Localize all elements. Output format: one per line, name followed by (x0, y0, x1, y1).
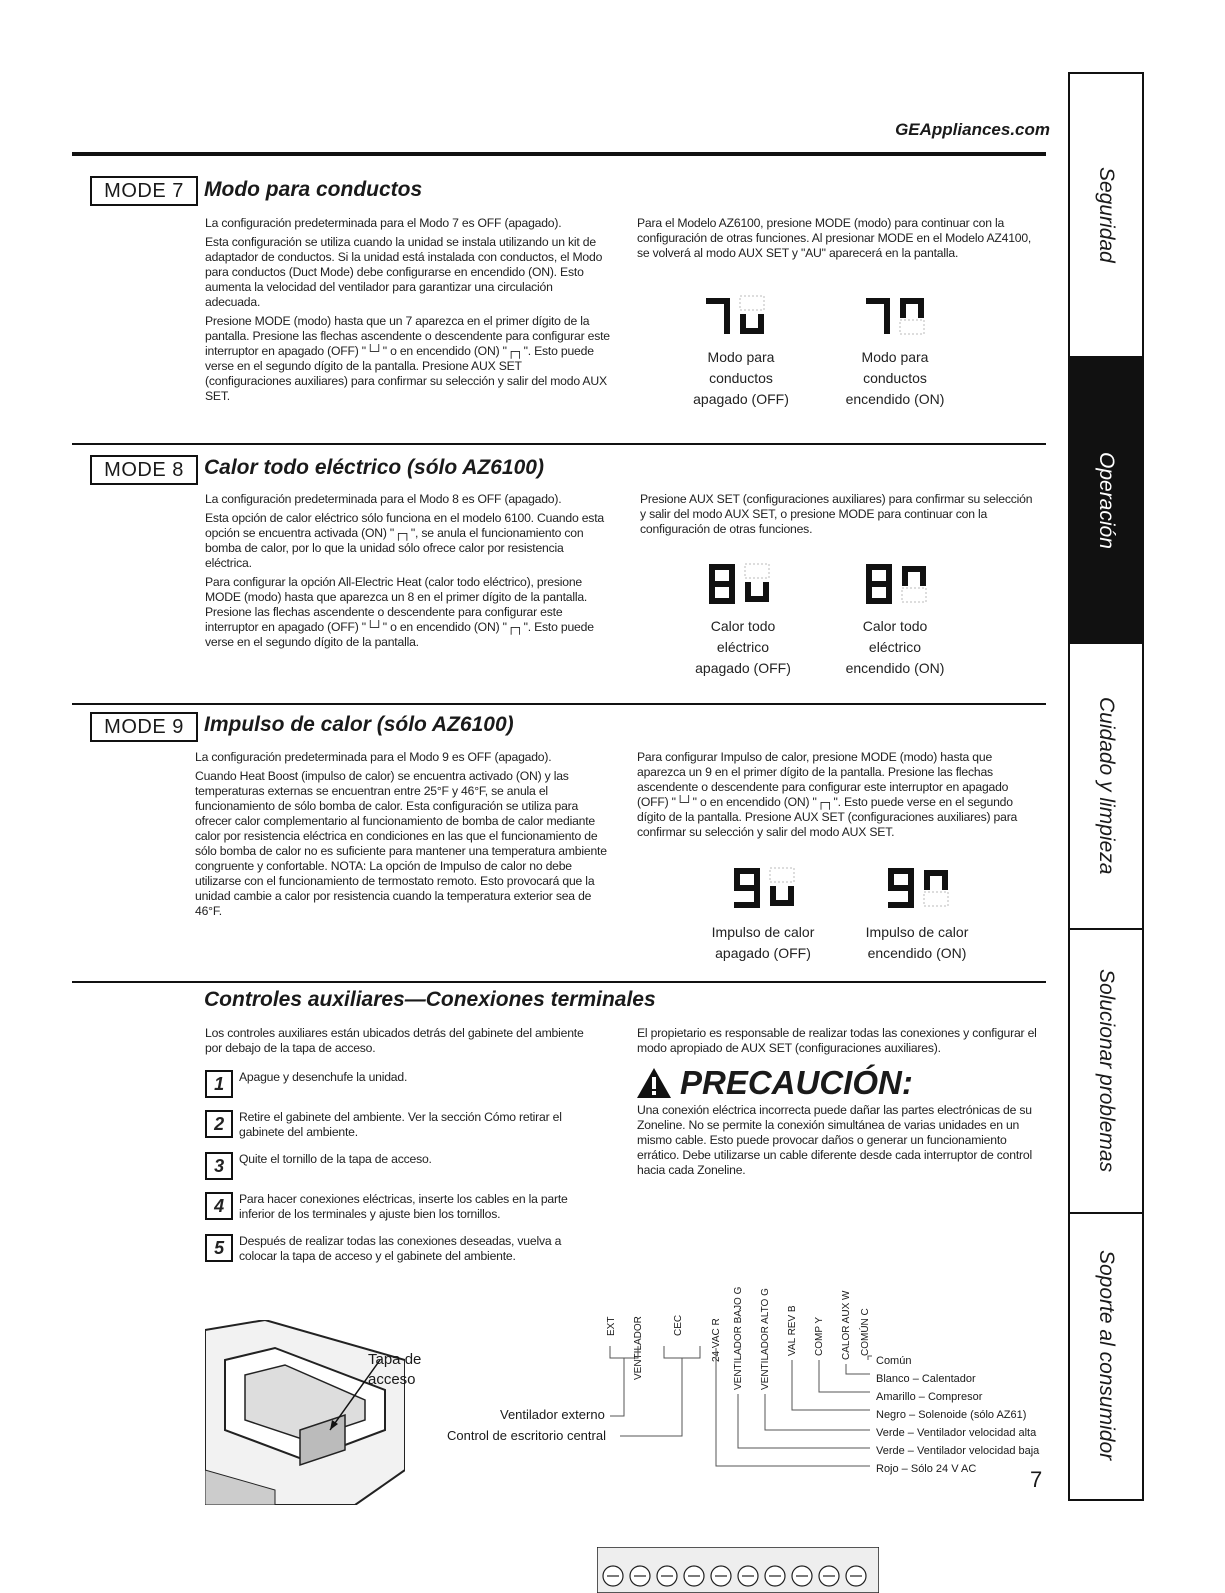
caption-line: conductos (863, 370, 927, 386)
caption-line: Calor todo (862, 618, 928, 634)
access-cover-illustration (205, 1320, 405, 1505)
mode-7-title: Modo para conductos (204, 178, 423, 201)
caption-line: apagado (OFF) (715, 945, 811, 961)
paragraph: Presione MODE (modo) hasta que un 7 aparezca en el primer dígito de la pantalla. Presione las flechas ascendente o descendente para configurar este interruptor en apagado (OFF) "└┘" o en encendido (ON) "┌┐". Esto puede verse en el segundo dígito de la pantalla. Presione AUX SET (configuraciones auxiliares) para confirmar su selección y salir del modo AUX SET. (205, 314, 610, 403)
wire-legend-item: Negro – Solenoide (sólo AZ61) (876, 1409, 1027, 1421)
terminal-label: CEC (673, 1314, 684, 1336)
label-line: acceso (368, 1371, 416, 1388)
step-number: 1 (205, 1070, 233, 1098)
terminal-label: 24 VAC R (711, 1318, 722, 1362)
mode-9-left-text (195, 750, 615, 923)
step-3 (205, 1152, 595, 1180)
caption-electric-off (668, 616, 818, 679)
terminal-label: VENTILADOR (633, 1316, 644, 1380)
tab-label: Soporte al consumidor (1095, 1250, 1118, 1461)
aux-title: Controles auxiliares—Conexiones terminales (204, 988, 656, 1011)
tab-operacion[interactable] (1070, 358, 1142, 644)
section-rule (72, 981, 1046, 983)
step-1 (205, 1070, 595, 1098)
paragraph: Esta configuración se utiliza cuando la unidad se instala utilizando un kit de adaptador de conductos. Si la unidad está instalada con conductos, el Modo para conductos (Duct Mode) debe configurarse en encendido (ON). Esto aumenta la velocidad del ventilador para garantizar una circulación adecuada. (205, 235, 603, 309)
label-line: Tapa de (368, 1351, 422, 1368)
terminal-label: COMP Y (814, 1316, 825, 1356)
mode-7-tag: MODE 7 (90, 176, 198, 206)
display-9-off-icon (730, 862, 820, 914)
caption-boost-on (842, 922, 992, 964)
mode-9-right-text: Para configurar Impulso de calor, presione MODE (modo) hasta que aparezca un 9 en el primer dígito de la pantalla. Presione las flechas ascendente o descendente para configurar este interruptor en apagado (OFF) "└┘" o en encendido (ON) "┌┐". Esto puede verse en el segundo dígito de la pantalla. Presione AUX SET (configuraciones auxiliares) para confirmar su selección y salir del modo AUX SET. (637, 750, 1018, 839)
wire-legend-item: Amarillo – Compresor (876, 1391, 983, 1403)
caption-line: encendido (ON) (845, 660, 945, 676)
page-number: 7 (1030, 1467, 1043, 1492)
aux-steps (205, 1070, 595, 1276)
tab-label: Solucionar problemas (1095, 969, 1118, 1173)
mode-7-left-text (205, 216, 610, 408)
mode-8-right-text: Presione AUX SET (configuraciones auxiliares) para confirmar su selección y salir del modo AUX SET, o presione MODE para continuar con la configuración de otras funciones. (640, 492, 1033, 536)
tab-soporte[interactable] (1070, 1214, 1142, 1497)
caption-line: eléctrico (868, 639, 922, 655)
terminal-label: CALOR AUX W (841, 1290, 852, 1360)
paragraph: Para configurar la opción All-Electric Heat (calor todo eléctrico), presione MODE (modo) hasta que aparezca un 8 en el primer dígito de la pantalla. Presione las flechas ascendente o descendente para configurar este interruptor en apagado (OFF) "└┘" o en encendido (ON) "┌┐". Esto puede verse en el segundo dígito de la pantalla. (205, 575, 594, 649)
step-number: 2 (205, 1110, 233, 1138)
step-5 (205, 1234, 595, 1264)
wire-legend-item: Verde – Ventilador velocidad alta (876, 1427, 1037, 1439)
paragraph: Cuando Heat Boost (impulso de calor) se encuentra activado (ON) y las temperaturas externas se encuentran entre 25°F y 46°F, se anula el funcionamiento de sólo bomba de calor. Esta configuración se utiliza para ofrecer calor complementario al funcionamiento de bomba de calor mediante calor por resistencia eléctrica en condiciones en las que el funcionamiento de sólo bomba de calor no es suficiente para mantener una temperatura ambiente congruente y confortable. NOTA: La opción de Impulso de calor no debe utilizarse con el funcionamiento de termostato remoto. Esto provocará que la unidad cambie a calor por resistencia cuando la temperatura exterior sea de 46°F. (195, 769, 607, 918)
caption-line: Impulso de calor (711, 924, 815, 940)
wiring-leaders (600, 1286, 885, 1491)
terminal-label: VAL REV B (787, 1305, 798, 1356)
paragraph: La configuración predeterminada para el Modo 9 es OFF (apagado). (195, 750, 552, 764)
step-text: Retire el gabinete del ambiente. Ver la sección Cómo retirar el gabinete del ambiente. (239, 1110, 562, 1139)
tab-label: Cuidado y limpieza (1095, 697, 1118, 875)
caption-line: eléctrico (716, 639, 770, 655)
wire-legend-item: Común (876, 1355, 912, 1367)
display-7-on-icon (860, 290, 950, 342)
display-9-on-icon (884, 862, 974, 914)
tab-solucionar[interactable] (1070, 930, 1142, 1214)
step-number: 3 (205, 1152, 233, 1180)
terminal-label: COMÚN C (860, 1308, 871, 1356)
terminal-label: VENTILADOR BAJO G (733, 1286, 744, 1390)
tab-seguridad[interactable] (1070, 74, 1142, 358)
caption-line: Modo para (707, 349, 775, 365)
side-tabs (1068, 72, 1144, 1501)
terminal-label: VENTILADOR ALTO G (760, 1288, 771, 1390)
caption-duct-off (666, 347, 816, 410)
caution-text: Una conexión eléctrica incorrecta puede dañar las partes electrónicas de su Zoneline. No se permite la conexión simultánea de varias unidades en un mismo cable. Esto puede provocar daños o generar un funcionamiento errático. Debe utilizarse un cable diferente desde cada interruptor de control hacia cada Zoneline. (637, 1103, 1032, 1177)
caption-duct-on (820, 347, 970, 410)
mode-8-left-text (205, 492, 610, 654)
wire-legend (876, 1352, 1039, 1478)
aux-intro: Los controles auxiliares están ubicados detrás del gabinete del ambiente por debajo de la tapa de acceso. (205, 1026, 584, 1055)
wire-legend-item: Verde – Ventilador velocidad baja (876, 1445, 1040, 1457)
paragraph: La configuración predeterminada para el Modo 8 es OFF (apagado). (205, 492, 562, 506)
mode-8-tag: MODE 8 (90, 455, 198, 485)
display-7-off-icon (700, 290, 790, 342)
access-cover-label (368, 1350, 421, 1390)
tab-label: Seguridad (1095, 167, 1118, 263)
paragraph: La configuración predeterminada para el Modo 7 es OFF (apagado). (205, 216, 562, 230)
mode-9-title: Impulso de calor (sólo AZ6100) (204, 713, 514, 736)
caption-electric-on (820, 616, 970, 679)
section-rule (72, 443, 1046, 445)
wire-legend-item: Rojo – Sólo 24 V AC (876, 1463, 977, 1475)
section-rule (72, 703, 1046, 705)
display-8-on-icon (862, 558, 952, 610)
step-2 (205, 1110, 595, 1140)
step-number: 5 (205, 1234, 233, 1262)
callout-central-desk: Control de escritorio central (447, 1428, 606, 1443)
step-text: Quite el tornillo de la tapa de acceso. (239, 1152, 432, 1166)
callout-external-fan: Ventilador externo (500, 1407, 605, 1422)
caption-line: encendido (ON) (867, 945, 967, 961)
tab-cuidado[interactable] (1070, 644, 1142, 930)
step-number: 4 (205, 1192, 233, 1220)
mode-8-title: Calor todo eléctrico (sólo AZ6100) (204, 456, 544, 479)
caution-heading (636, 1064, 913, 1102)
caption-line: Impulso de calor (865, 924, 969, 940)
terminal-label: EXT (606, 1316, 617, 1336)
caution-title: PRECAUCIÓN: (680, 1064, 913, 1101)
site-url: GEAppliances.com (895, 120, 1050, 139)
caption-line: Modo para (861, 349, 929, 365)
caption-line: apagado (OFF) (693, 391, 789, 407)
paragraph: Esta opción de calor eléctrico sólo funciona en el modelo 6100. Cuando esta opción se encuentra activada (ON) "┌┐", se anula el funcionamiento con bomba de calor, por lo que la unidad sólo ofrece calor por resistencia eléctrica. (205, 511, 604, 570)
caption-line: apagado (OFF) (695, 660, 791, 676)
mode-9-tag: MODE 9 (90, 712, 198, 742)
mode-7-right-text: Para el Modelo AZ6100, presione MODE (modo) para continuar con la configuración de otras funciones. Al presionar MODE en el Modelo AZ4100, se volverá al modo AUX SET y "AU" aparecerá en la pantalla. (637, 216, 1032, 260)
step-text: Apague y desenchufe la unidad. (239, 1070, 408, 1084)
caption-line: conductos (709, 370, 773, 386)
step-text: Para hacer conexiones eléctricas, inserte los cables en la parte inferior de los terminales y ajuste bien los tornillos. (239, 1192, 568, 1221)
display-8-off-icon (705, 558, 795, 610)
tab-label: Operación (1095, 451, 1118, 549)
terminal-block-icon (597, 1547, 879, 1593)
step-text: Después de realizar todas las conexiones deseadas, vuelva a colocar la tapa de acceso y el gabinete del ambiente. (239, 1234, 562, 1263)
warning-icon (636, 1067, 672, 1099)
step-4 (205, 1192, 595, 1222)
wire-legend-item: Blanco – Calentador (876, 1373, 976, 1385)
caption-boost-off (688, 922, 838, 964)
caption-line: encendido (ON) (845, 391, 945, 407)
caption-line: Calor todo (710, 618, 776, 634)
top-rule (72, 152, 1046, 156)
aux-right-intro: El propietario es responsable de realizar todas las conexiones y configurar el modo apropiado de AUX SET (configuraciones auxiliares). (637, 1026, 1037, 1055)
